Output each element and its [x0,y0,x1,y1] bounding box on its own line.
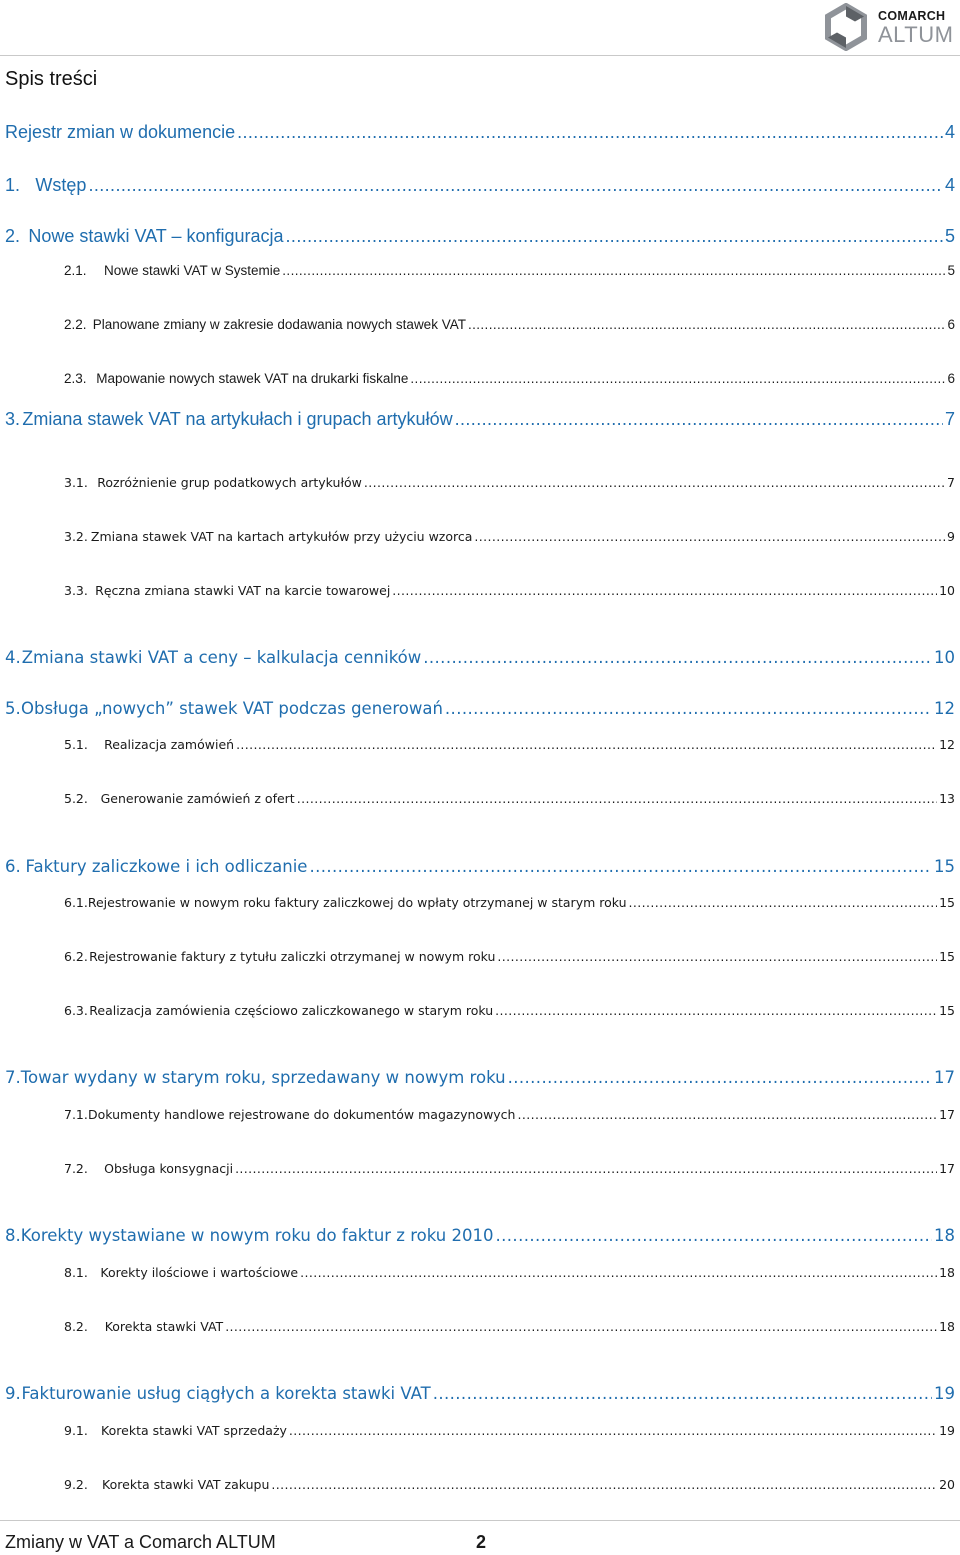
toc-entry-number: 3.2. [64,529,88,544]
toc-entry-title: Korekty wystawiane w nowym roku do faktur z roku 2010 [20,1226,494,1245]
toc-entry[interactable] [0,1477,955,1492]
toc-entry-title: Ręczna zmiana stawki VAT na karcie towarowej [95,583,391,598]
toc-entry-title: Nowe stawki VAT w Systemie [103,263,281,278]
toc-leader-dots [297,791,937,806]
toc-entry-page: 5 [947,263,955,278]
toc-entry[interactable] [0,1107,955,1122]
toc-entry-title: Zmiana stawek VAT na artykułach i grupach artykułów [22,409,453,429]
toc-entry[interactable] [0,1265,955,1280]
toc-entry-page: 15 [939,1003,955,1018]
toc-entry-page: 12 [934,699,955,718]
toc-entry-page: 4 [944,175,955,195]
comarch-altum-logo [822,3,958,51]
toc-entry-number: 8. [5,1226,21,1245]
toc-entry-page: 7 [947,475,955,490]
toc-leader-dots [271,1477,937,1492]
toc-entry-number: 2.3. [64,371,87,386]
toc-leader-dots [309,857,932,876]
toc-entry[interactable] [0,1423,955,1438]
toc-entry[interactable] [0,949,955,964]
toc-entry-number: 6.1. [64,895,88,910]
toc-entry-title: Nowe stawki VAT – konfiguracja [28,226,284,246]
toc-entry-number: 5.1. [64,737,88,752]
toc-entry-title: Dokumenty handlowe rejestrowane do dokumentów magazynowych [87,1107,516,1122]
toc-entry-number: 1. [5,175,21,195]
toc-leader-dots [495,1003,937,1018]
toc-entry-title: Faktury zaliczkowe i ich odliczanie [25,857,308,876]
toc-entry-title: Rejestrowanie w nowym roku faktury zaliczkowej do wpłaty otrzymanej w starym roku [87,895,627,910]
toc-entry-page: 17 [939,1107,955,1122]
toc-entry-title: Generowanie zamówień z ofert [100,791,295,806]
toc-leader-dots [474,529,945,544]
toc-entry-title: Obsługa „nowych” stawek VAT podczas generowań [21,699,443,718]
toc-entry-title: Korekta stawki VAT zakupu [102,1477,270,1492]
toc-leader-dots [508,1068,932,1087]
toc-entry-page: 15 [939,949,955,964]
toc-entry[interactable] [0,409,955,430]
toc-entry-page: 7 [944,409,955,429]
toc-entry-number: 2.1. [64,263,87,278]
toc-entry-number: 6.3. [64,1003,88,1018]
toc-entry-number: 8.1. [64,1265,88,1280]
toc-entry[interactable] [0,1226,955,1245]
footer-divider [0,1520,960,1521]
toc-entry-number: 4. [5,648,21,667]
toc-leader-dots [282,263,945,278]
toc-leader-dots [455,409,943,430]
toc-entry-number: 3. [5,409,21,429]
toc-entry-page: 15 [934,857,955,876]
toc-entry-title: Obsługa konsygnacji [104,1161,234,1176]
toc-title: Spis treści [5,68,98,90]
toc-entry-page: 6 [947,371,955,386]
toc-entry-number: 2. [5,226,21,246]
footer-page-number: 2 [476,1532,487,1552]
toc-entry-title: Zmiana stawki VAT a ceny – kalkulacja cenników [21,648,422,667]
toc-entry-page: 6 [947,317,955,332]
toc-entry-page: 20 [939,1477,955,1492]
toc-entry[interactable] [0,699,955,718]
toc-entry[interactable] [0,737,955,752]
toc-entry-page: 17 [934,1068,955,1087]
toc-entry-title: Rozróżnienie grup podatkowych artykułów [97,475,362,490]
toc-entry-title: Rejestrowanie faktury z tytułu zaliczki otrzymanej w nowym roku [89,949,496,964]
toc-entry-number: 9. [5,1384,21,1403]
toc-entry-page: 9 [947,529,955,544]
toc-entry-title: Towar wydany w starym roku, sprzedawany w nowym roku [20,1068,506,1087]
toc-entry-number: 2.2. [64,317,87,332]
toc-entry-page: 12 [939,737,955,752]
toc-entry[interactable] [0,371,955,386]
toc-entry-title: Mapowanie nowych stawek VAT na drukarki fiskalne [96,371,409,386]
toc-entry-page: 18 [939,1319,955,1334]
toc-leader-dots [235,1161,937,1176]
toc-entry-number: 5. [5,699,21,718]
toc-entry[interactable] [0,1384,955,1403]
toc-entry-title: Korekty ilościowe i wartościowe [100,1265,299,1280]
toc-entry[interactable] [0,1319,955,1334]
toc-entry[interactable] [0,317,955,332]
toc-leader-dots [286,226,943,247]
toc-entry-number: 7.1. [64,1107,88,1122]
toc-entry-number: 9.1. [64,1423,88,1438]
toc-leader-dots [392,583,937,598]
toc-entry-number: 9.2. [64,1477,88,1492]
toc-leader-dots [495,1226,932,1245]
toc-entry-number: 3.1. [64,475,88,490]
toc-leader-dots [237,122,943,143]
toc-entry[interactable] [0,1068,955,1087]
toc-entry[interactable] [0,648,955,667]
toc-leader-dots [445,699,932,718]
toc-entry[interactable] [0,175,955,196]
toc-leader-dots [629,895,938,910]
toc-entry-number: 7.2. [64,1161,88,1176]
toc-entry[interactable] [0,226,955,247]
toc-entry[interactable] [0,895,955,910]
toc-entry-number: 3.3. [64,583,88,598]
toc-entry-title: Fakturowanie usług ciągłych a korekta stawki VAT [21,1384,431,1403]
toc-entry-page: 4 [944,122,955,142]
toc-entry-title: Korekta stawki VAT sprzedaży [101,1423,287,1438]
toc-entry[interactable] [0,583,955,598]
toc-entry-page: 19 [934,1384,955,1403]
logo-brand-top: COMARCH [878,9,946,23]
toc-entry-page: 19 [939,1423,955,1438]
toc-entry[interactable] [0,857,955,876]
toc-leader-dots [300,1265,937,1280]
toc-entry-title: Wstęp [35,175,87,195]
comarch-logo-mark-icon [822,3,870,51]
toc-leader-dots [88,175,943,196]
toc-entry-page: 18 [934,1226,955,1245]
toc-leader-dots [423,648,932,667]
toc-entry-number: 8.2. [64,1319,88,1334]
toc-entry[interactable] [0,529,955,544]
toc-entry-number: 6. [5,857,21,876]
toc-entry-page: 10 [934,648,955,667]
toc-entry-page: 5 [944,226,955,246]
toc-entry-title: Rejestr zmian w dokumencie [5,122,236,142]
toc-leader-dots [289,1423,937,1438]
toc-leader-dots [364,475,945,490]
toc-leader-dots [433,1384,932,1403]
toc-entry-number: 6.2. [64,949,88,964]
toc-entry[interactable] [0,122,955,143]
toc-entry-title: Planowane zmiany w zakresie dodawania nowych stawek VAT [92,317,466,332]
toc-entry[interactable] [0,1003,955,1018]
toc-leader-dots [497,949,937,964]
footer-document-title: Zmiany w VAT a Comarch ALTUM [5,1532,276,1552]
toc-leader-dots [225,1319,937,1334]
toc-entry[interactable] [0,475,955,490]
logo-brand-bottom: ALTUM [878,22,954,47]
toc-leader-dots [517,1107,937,1122]
toc-entry[interactable] [0,791,955,806]
toc-entry-page: 13 [939,791,955,806]
toc-entry-page: 10 [939,583,955,598]
toc-entry-title: Realizacja zamówień [104,737,235,752]
toc-entry-number: 7. [5,1068,21,1087]
toc-entry-title: Zmiana stawek VAT na kartach artykułów przy użyciu wzorca [90,529,473,544]
toc-entry-page: 15 [939,895,955,910]
toc-entry-title: Korekta stawki VAT [104,1319,224,1334]
toc-entry-page: 17 [939,1161,955,1176]
toc-entry-title: Realizacja zamówienia częściowo zaliczkowanego w starym roku [89,1003,494,1018]
toc-entry[interactable] [0,1161,955,1176]
toc-leader-dots [236,737,937,752]
header-divider [0,55,960,56]
toc-entry[interactable] [0,263,955,278]
toc-entry-page: 18 [939,1265,955,1280]
toc-leader-dots [468,317,946,332]
toc-entry-number: 5.2. [64,791,88,806]
toc-leader-dots [410,371,945,386]
